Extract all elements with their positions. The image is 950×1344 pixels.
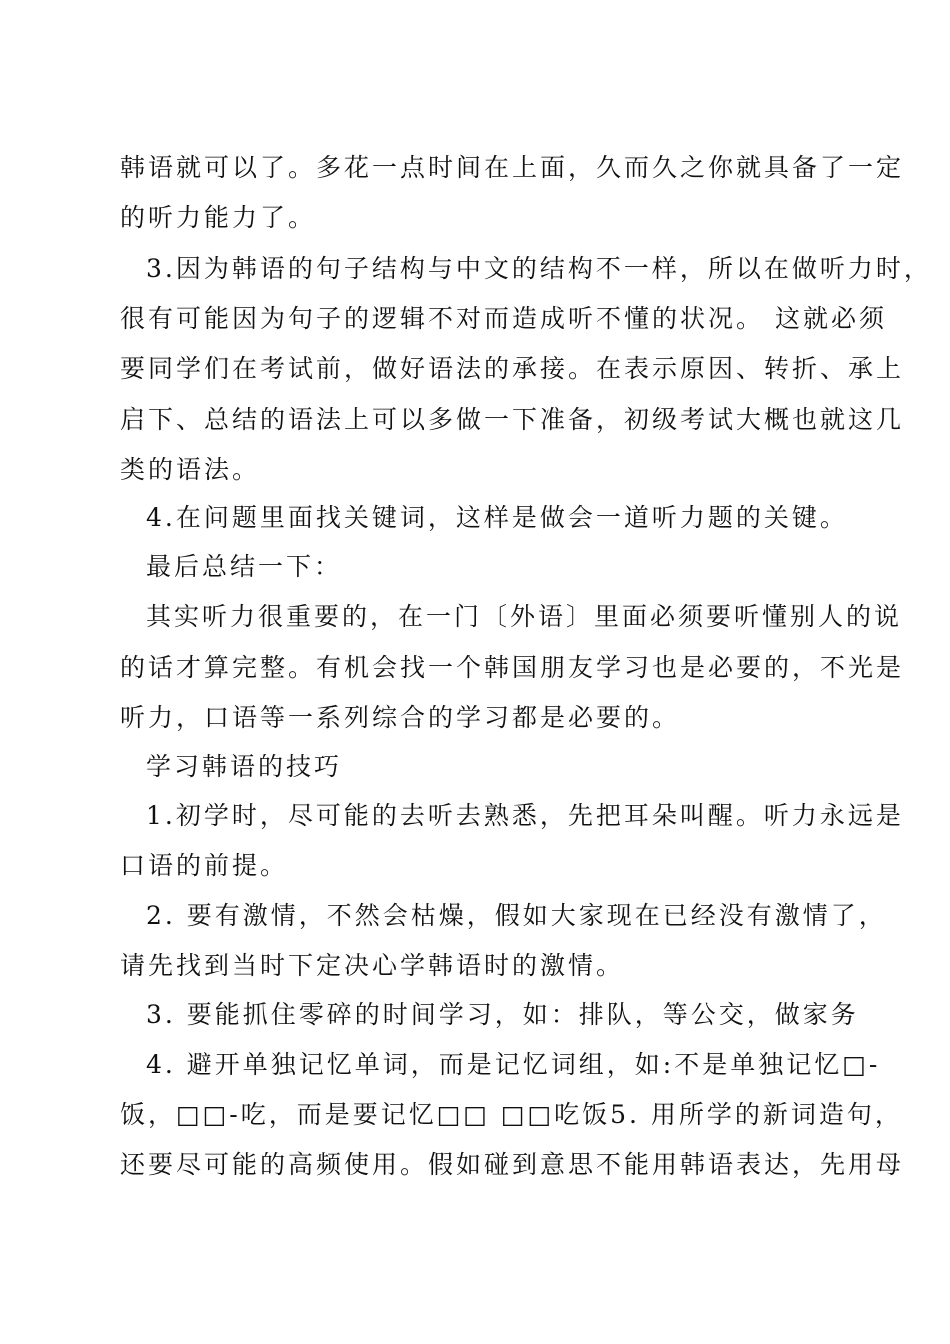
text-line: 饭，□□-吃，而是要记忆□□ □□吃饭5. 用所学的新词造句， <box>120 1100 903 1129</box>
text-line: 口语的前提。 <box>120 851 289 880</box>
text-line: 韩语就可以了。多花一点时间在上面，久而久之你就具备了一定 <box>120 153 905 182</box>
section-heading: 学习韩语的技巧 <box>146 752 343 781</box>
text-line: 4.在问题里面找关键词，这样是做会一道听力题的关键。 <box>146 503 848 532</box>
text-line: 类的语法。 <box>120 455 261 484</box>
text-line: 很有可能因为句子的逻辑不对而造成听不懂的状况。 这就必须 <box>120 304 887 333</box>
text-line: 3. 要能抓住零碎的时间学习，如：排队，等公交，做家务 <box>146 1000 859 1029</box>
text-line: 的听力能力了。 <box>120 203 317 232</box>
text-line: 最后总结一下： <box>146 552 343 581</box>
text-line: 1.初学时，尽可能的去听去熟悉，先把耳朵叫醒。听力永远是 <box>146 801 904 830</box>
text-line: 2. 要有激情，不然会枯燥，假如大家现在已经没有激情了， <box>146 901 887 930</box>
text-line: 4. 避开单独记忆单词，而是记忆词组，如:不是单独记忆□- <box>146 1050 881 1079</box>
text-line: 请先找到当时下定决心学韩语时的激情。 <box>120 951 625 980</box>
text-line: 要同学们在考试前，做好语法的承接。在表示原因、转折、承上 <box>120 354 905 383</box>
text-line: 启下、总结的语法上可以多做一下准备，初级考试大概也就这几 <box>120 405 905 434</box>
text-line: 还要尽可能的高频使用。假如碰到意思不能用韩语表达，先用母 <box>120 1150 905 1179</box>
text-line: 3.因为韩语的句子结构与中文的结构不一样，所以在做听力时， <box>146 254 932 283</box>
text-line: 其实听力很重要的，在一门〔外语〕里面必须要听懂别人的说 <box>146 602 903 631</box>
text-line: 的话才算完整。有机会找一个韩国朋友学习也是必要的，不光是 <box>120 653 905 682</box>
text-line: 听力，口语等一系列综合的学习都是必要的。 <box>120 703 681 732</box>
